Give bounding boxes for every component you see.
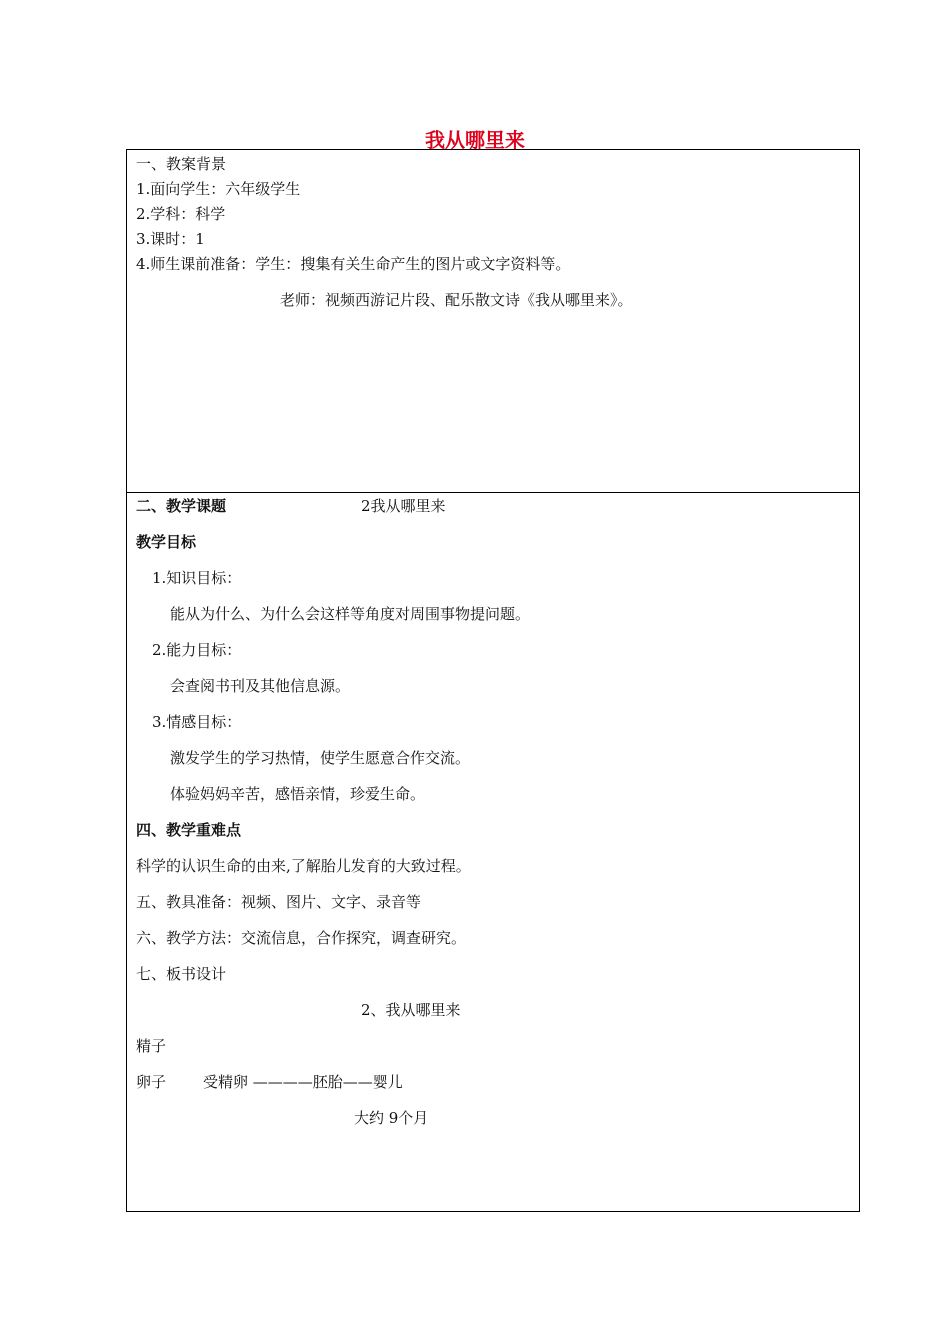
lesson-plan-table: [126, 149, 860, 1212]
section1-item-subject: 2.学科：科学: [136, 205, 226, 223]
board-line-development: 受精卵 ————胚胎——婴儿: [203, 1073, 403, 1091]
key-points-heading: 四、教学重难点: [136, 821, 242, 839]
goal1-text: 能从为什么、为什么会这样等角度对周围事物提问题。: [170, 605, 531, 623]
section1-teacher-line: 老师：视频西游记片段、配乐散文诗《我从哪里来》。: [280, 291, 633, 309]
document-title: 我从哪里来: [425, 128, 525, 152]
teaching-tools: 五、教具准备：视频、图片、文字、录音等: [136, 893, 422, 911]
section2-topic: 2我从哪里来: [361, 497, 446, 515]
section1-heading: 一、教案背景: [136, 155, 227, 173]
section1-item-students: 1.面向学生：六年级学生: [136, 180, 301, 198]
goals-heading: 教学目标: [136, 533, 197, 551]
key-points-text: 科学的认识生命的由来,了解胎儿发育的大致过程。: [136, 857, 471, 875]
goal3-label: 3.情感目标：: [152, 713, 242, 731]
board-line-duration: 大约 9个月: [354, 1109, 429, 1127]
section2-heading: 二、教学课题: [136, 497, 227, 515]
board-line-egg: 卵子: [136, 1073, 167, 1091]
goal2-text: 会查阅书刊及其他信息源。: [170, 677, 351, 695]
goal1-label: 1.知识目标：: [152, 569, 242, 587]
section-divider: [127, 492, 859, 493]
section1-item-preparation: 4.师生课前准备：学生：搜集有关生命产生的图片或文字资料等。: [136, 255, 571, 273]
board-design-heading: 七、板书设计: [136, 965, 227, 983]
goal3-text-2: 体验妈妈辛苦，感悟亲情，珍爱生命。: [170, 785, 426, 803]
teaching-method: 六、教学方法：交流信息，合作探究，调查研究。: [136, 929, 467, 947]
section1-item-hours: 3.课时：1: [136, 230, 205, 248]
board-title: 2、我从哪里来: [361, 1001, 461, 1019]
board-line-sperm: 精子: [136, 1037, 167, 1055]
goal3-text-1: 激发学生的学习热情，使学生愿意合作交流。: [170, 749, 471, 767]
goal2-label: 2.能力目标：: [152, 641, 242, 659]
